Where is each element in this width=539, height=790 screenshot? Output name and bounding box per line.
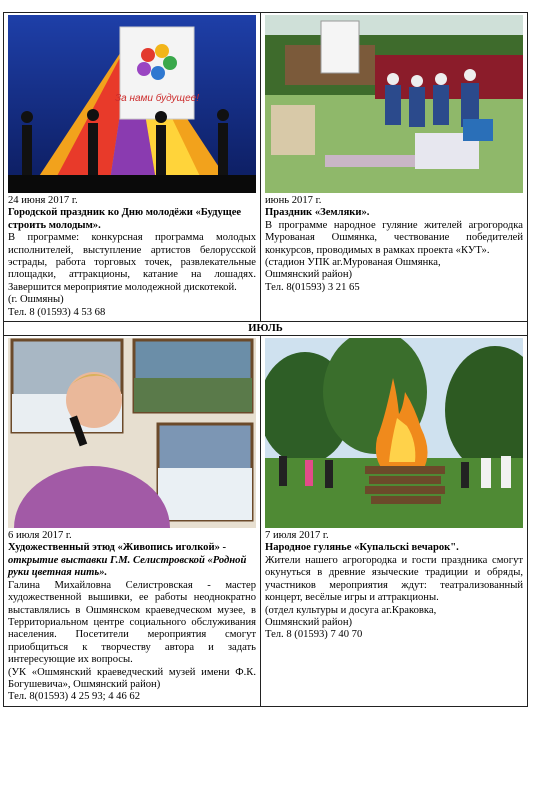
photo-youth-day-stage — [8, 15, 256, 193]
event-title — [8, 542, 256, 579]
event-place-line2: Ошмянский район) — [265, 616, 353, 628]
event-date: 7 июля 2017 г. — [265, 530, 329, 542]
event-title: Праздник «Земляки». — [265, 207, 370, 219]
event-title-plain: Художественный этюд «Живопись иголкой» - — [8, 542, 227, 554]
photo-embroidery-artist — [8, 338, 256, 528]
banner-text: За нами будущее! — [115, 93, 199, 104]
event-phone: Тел. 8 (01593) 7 40 70 — [265, 629, 363, 641]
event-place: (УК «Ошмянский краеведческий музей имени Ф.К. Богушевича», Ошмянский район) — [8, 666, 256, 690]
event-place-line2: Ошмянский район) — [265, 269, 353, 281]
event-date: июнь 2017 г. — [265, 195, 322, 206]
event-date: 6 июля 2017 г. — [8, 530, 72, 542]
photo-kupala-bonfire — [265, 338, 523, 528]
event-title: Народное гулянье «Купальскі вечарок". — [265, 542, 459, 554]
event-cell-embroidery — [4, 336, 261, 707]
event-place — [265, 257, 523, 269]
event-date: 24 июня 2017 г. — [8, 195, 78, 206]
event-cell-youth-day — [4, 13, 261, 322]
event-place: (г. Ошмяны) — [8, 294, 64, 306]
event-description: Галина Михайловна Селистровская - мастер художественной вышивки, ее работы неоднократно выставлялись в Ошмянском краеведческом музее, в Территориальном центре социального обслуживания населения. Посетители мероприятия смогут приобщиться к творчеству автора и задать интересующие их вопросы. — [8, 579, 256, 666]
event-place-line1: (стадион УПК аг.Мурованая Ошмянка, — [265, 257, 441, 269]
event-title: Городской праздник ко Дню молодёжи «Будущее строить молодым». — [8, 207, 242, 231]
events-calendar-table — [3, 12, 528, 707]
event-phone: Тел. 8(01593) 4 25 93; 4 46 62 — [8, 691, 140, 703]
event-phone: Тел. 8 (01593) 4 53 68 — [8, 306, 106, 318]
event-description: В программе: конкурсная программа молодых исполнителей, выступление артистов белорусской эстрады, работа торговых точек, развлекательные площадки, аттракционы, катание на лошадях. Завершится мероприятие молодежной дискотекой. — [8, 232, 256, 293]
event-place-line1: (отдел культуры и досуга аг.Краковка, — [265, 604, 437, 616]
event-cell-zemlyaki — [261, 13, 528, 322]
event-title-italic: открытие выставки Г.М. Селистровской «Родной руки цветная нить». — [8, 554, 247, 579]
month-header: ИЮЛЬ — [4, 322, 528, 336]
photo-zemlyaki-festival — [265, 15, 523, 193]
event-description: Жители нашего агрогородка и гости праздника смогут окунуться в древние языческие традиции и обряды, участников мероприятия ждут: театрализованный концерт, весёлые игры и аттракционы. — [265, 554, 523, 604]
event-cell-kupala — [261, 336, 528, 707]
event-description: В программе народное гуляние жителей агрогородка Мурованая Ошмянка, чествование победителей конкурсов, проводимых в рамках проекта «КУТ». — [265, 219, 523, 256]
event-phone: Тел. 8(01593) 3 21 65 — [265, 281, 360, 293]
